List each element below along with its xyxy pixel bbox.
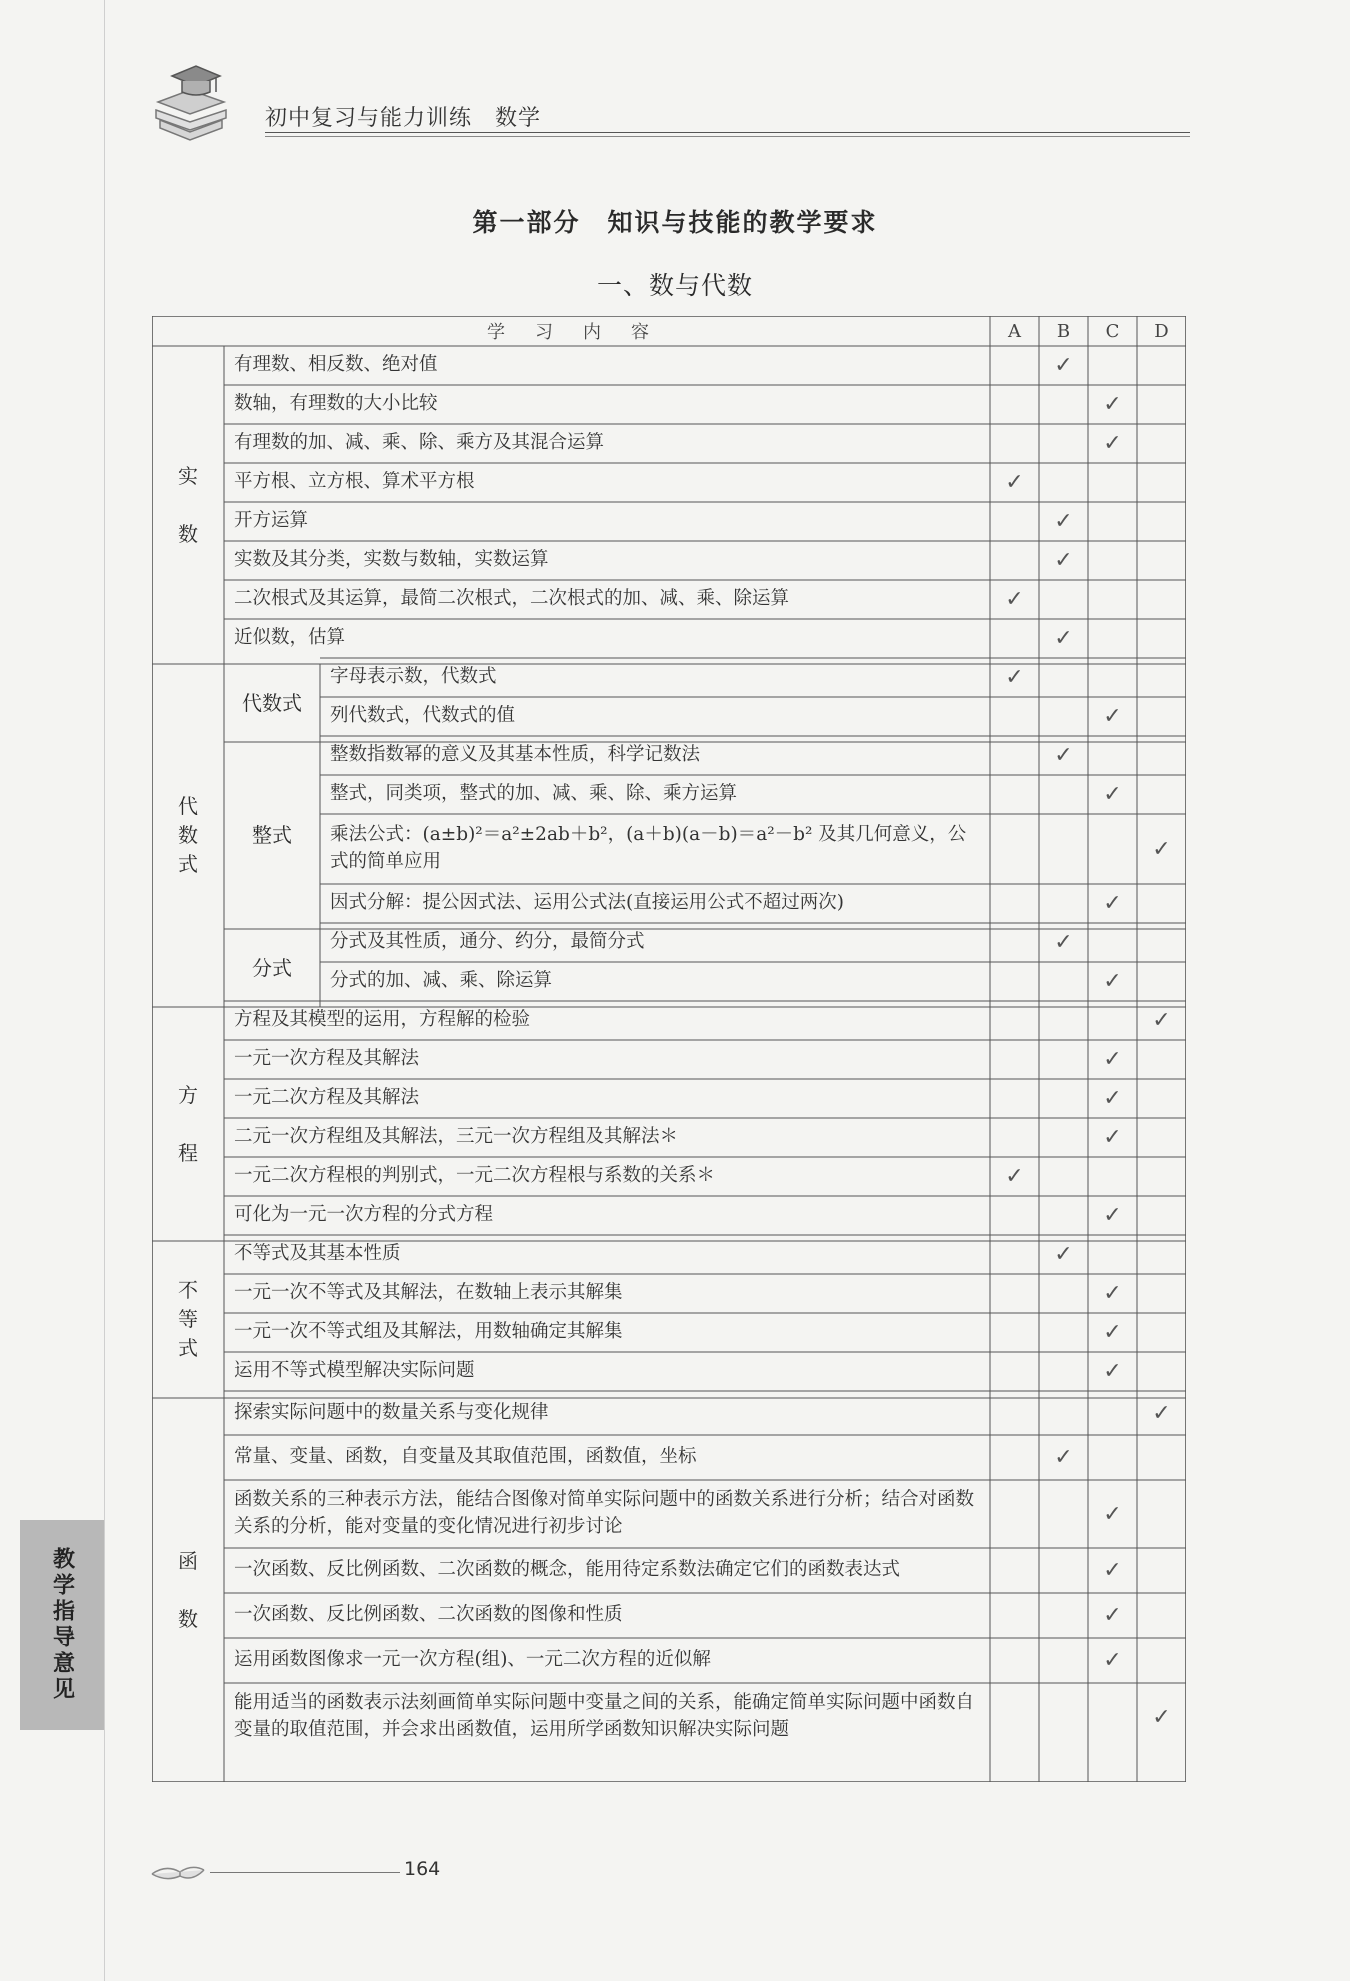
- requirement-row-text: 分式的加、减、乘、除运算: [330, 970, 553, 992]
- check-mark-level-a: ✓: [1005, 587, 1024, 612]
- section-title: 一、数与代数: [596, 271, 753, 300]
- requirement-row-text: 一元一次不等式及其解法，在数轴上表示其解集: [234, 1282, 623, 1304]
- running-header-title: 初中复习与能力训练 数学: [265, 106, 542, 131]
- check-mark-level-a: ✓: [1005, 470, 1024, 495]
- requirement-row-text: 乘法公式：(a±b)²＝a²±2ab＋b²，(a＋b)(a－b)＝a²－b² 及其几何意义，公式的简单应用: [330, 824, 967, 872]
- check-mark-level-c: ✓: [1103, 1281, 1122, 1306]
- subcategory-fraction: 分式: [252, 955, 292, 980]
- requirement-row-text: 字母表示数，代数式: [330, 666, 497, 688]
- check-mark-level-c: ✓: [1103, 1125, 1122, 1150]
- requirement-row-text: 可化为一元一次方程的分式方程: [234, 1204, 494, 1226]
- requirement-row-text: 一次函数、反比例函数、二次函数的图像和性质: [234, 1604, 623, 1626]
- requirement-row-text: 一元一次方程及其解法: [234, 1048, 420, 1070]
- requirement-row-text: 开方运算: [234, 510, 309, 532]
- check-mark-level-d: ✓: [1152, 1704, 1171, 1730]
- page-number: 164: [404, 1858, 441, 1880]
- side-tab-teaching-guidance: [20, 1520, 104, 1730]
- requirement-row-text: 一次函数、反比例函数、二次函数的概念，能用待定系数法确定它们的函数表达式: [234, 1559, 901, 1581]
- requirement-row-text: 能用适当的函数表示法刻画简单实际问题中变量之间的关系，能确定简单实际问题中函数自变量的取值范围，并会求出函数值，运用所学函数知识解决实际问题: [234, 1692, 975, 1740]
- subcategory-algebraic-expression: 代数式: [242, 690, 302, 715]
- header-rule: [265, 132, 1190, 133]
- check-mark-level-c: ✓: [1103, 782, 1122, 807]
- check-mark-level-c: ✓: [1103, 1359, 1122, 1384]
- requirement-row-text: 常量、变量、函数，自变量及其取值范围，函数值，坐标: [234, 1446, 697, 1468]
- requirement-row-text: 一元二次方程及其解法: [234, 1087, 420, 1109]
- check-mark-level-b: ✓: [1054, 1445, 1073, 1470]
- requirement-row-text: 列代数式，代数式的值: [330, 705, 516, 727]
- category-algebraic-expressions: 代 数 式: [178, 794, 198, 876]
- category-functions: 函 数: [178, 1548, 198, 1631]
- requirement-row-text: 运用不等式模型解决实际问题: [234, 1360, 475, 1382]
- requirements-table: [152, 316, 1186, 1782]
- check-mark-level-d: ✓: [1152, 1400, 1171, 1426]
- check-mark-level-c: ✓: [1103, 392, 1122, 417]
- check-mark-level-c: ✓: [1103, 431, 1122, 456]
- header-rule: [265, 136, 1190, 137]
- side-tab-label: 教学指导意见: [49, 1547, 75, 1703]
- check-mark-level-b: ✓: [1054, 743, 1073, 768]
- requirement-row-text: 一元二次方程根的判别式，一元二次方程根与系数的关系＊: [234, 1165, 716, 1187]
- requirement-row-text: 运用函数图像求一元一次方程(组)、一元二次方程的近似解: [234, 1649, 711, 1671]
- check-mark-level-b: ✓: [1054, 1242, 1073, 1267]
- header-level-b: B: [1056, 320, 1071, 342]
- requirement-row-text: 探索实际问题中的数量关系与变化规律: [234, 1401, 549, 1423]
- footer-book-icon: [148, 1858, 208, 1886]
- requirement-row-text: 有理数的加、减、乘、除、乘方及其混合运算: [234, 432, 605, 454]
- requirement-row-text: 数轴，有理数的大小比较: [234, 393, 438, 415]
- requirement-row-text: 整式，同类项，整式的加、减、乘、除、乘方运算: [330, 783, 738, 805]
- footer-rule: [210, 1872, 400, 1873]
- check-mark-level-c: ✓: [1103, 969, 1122, 994]
- check-mark-level-b: ✓: [1054, 548, 1073, 573]
- check-mark-level-c: ✓: [1103, 1320, 1122, 1345]
- header-level-a: A: [1008, 320, 1021, 342]
- category-inequalities: 不 等 式: [178, 1278, 198, 1360]
- requirement-row-text: 不等式及其基本性质: [234, 1243, 401, 1265]
- requirement-row-text: 方程及其模型的运用，方程解的检验: [234, 1009, 531, 1031]
- requirement-row-text: 二元一次方程组及其解法，三元一次方程组及其解法＊: [234, 1126, 679, 1148]
- category-real-numbers: 实 数: [178, 463, 198, 546]
- requirement-row-text: 有理数、相反数、绝对值: [234, 354, 438, 376]
- check-mark-level-c: ✓: [1103, 1603, 1122, 1628]
- requirement-row-text: 整数指数幂的意义及其基本性质，科学记数法: [330, 744, 701, 766]
- check-mark-level-b: ✓: [1054, 353, 1073, 378]
- books-graduation-cap-logo: [150, 60, 230, 145]
- check-mark-level-b: ✓: [1054, 930, 1073, 955]
- requirement-row-text: 函数关系的三种表示方法，能结合图像对简单实际问题中的函数关系进行分析；结合对函数关系的分析，能对变量的变化情况进行初步讨论: [234, 1489, 975, 1537]
- category-equations: 方 程: [178, 1082, 198, 1165]
- check-mark-level-c: ✓: [1103, 1558, 1122, 1583]
- requirement-row-text: 分式及其性质，通分、约分，最简分式: [330, 931, 645, 953]
- check-mark-level-d: ✓: [1152, 836, 1171, 862]
- subcategory-polynomial: 整式: [252, 823, 292, 847]
- requirement-row-text: 一元一次不等式组及其解法，用数轴确定其解集: [234, 1321, 623, 1343]
- check-mark-level-c: ✓: [1103, 1047, 1122, 1072]
- check-mark-level-d: ✓: [1152, 1008, 1171, 1033]
- check-mark-level-b: ✓: [1054, 509, 1073, 534]
- requirement-row-text: 二次根式及其运算，最简二次根式，二次根式的加、减、乘、除运算: [234, 588, 790, 610]
- requirement-row-text: 实数及其分类，实数与数轴，实数运算: [234, 549, 549, 571]
- check-mark-level-c: ✓: [1103, 1203, 1122, 1228]
- header-level-c: C: [1105, 320, 1120, 342]
- part-title: 第一部分 知识与技能的教学要求: [472, 208, 878, 237]
- check-mark-level-c: ✓: [1103, 704, 1122, 729]
- requirement-row-text: 因式分解：提公因式法、运用公式法(直接运用公式不超过两次): [330, 892, 844, 914]
- check-mark-level-c: ✓: [1103, 1086, 1122, 1111]
- check-mark-level-c: ✓: [1103, 1648, 1122, 1673]
- header-content: 学 习 内 容: [487, 322, 655, 343]
- check-mark-level-a: ✓: [1005, 1164, 1024, 1189]
- requirement-row-text: 平方根、立方根、算术平方根: [234, 471, 475, 493]
- check-mark-level-b: ✓: [1054, 626, 1073, 651]
- header-level-d: D: [1154, 320, 1169, 342]
- requirement-row-text: 近似数，估算: [234, 627, 346, 649]
- check-mark-level-c: ✓: [1103, 891, 1122, 916]
- check-mark-level-a: ✓: [1005, 665, 1024, 690]
- check-mark-level-c: ✓: [1103, 1501, 1122, 1527]
